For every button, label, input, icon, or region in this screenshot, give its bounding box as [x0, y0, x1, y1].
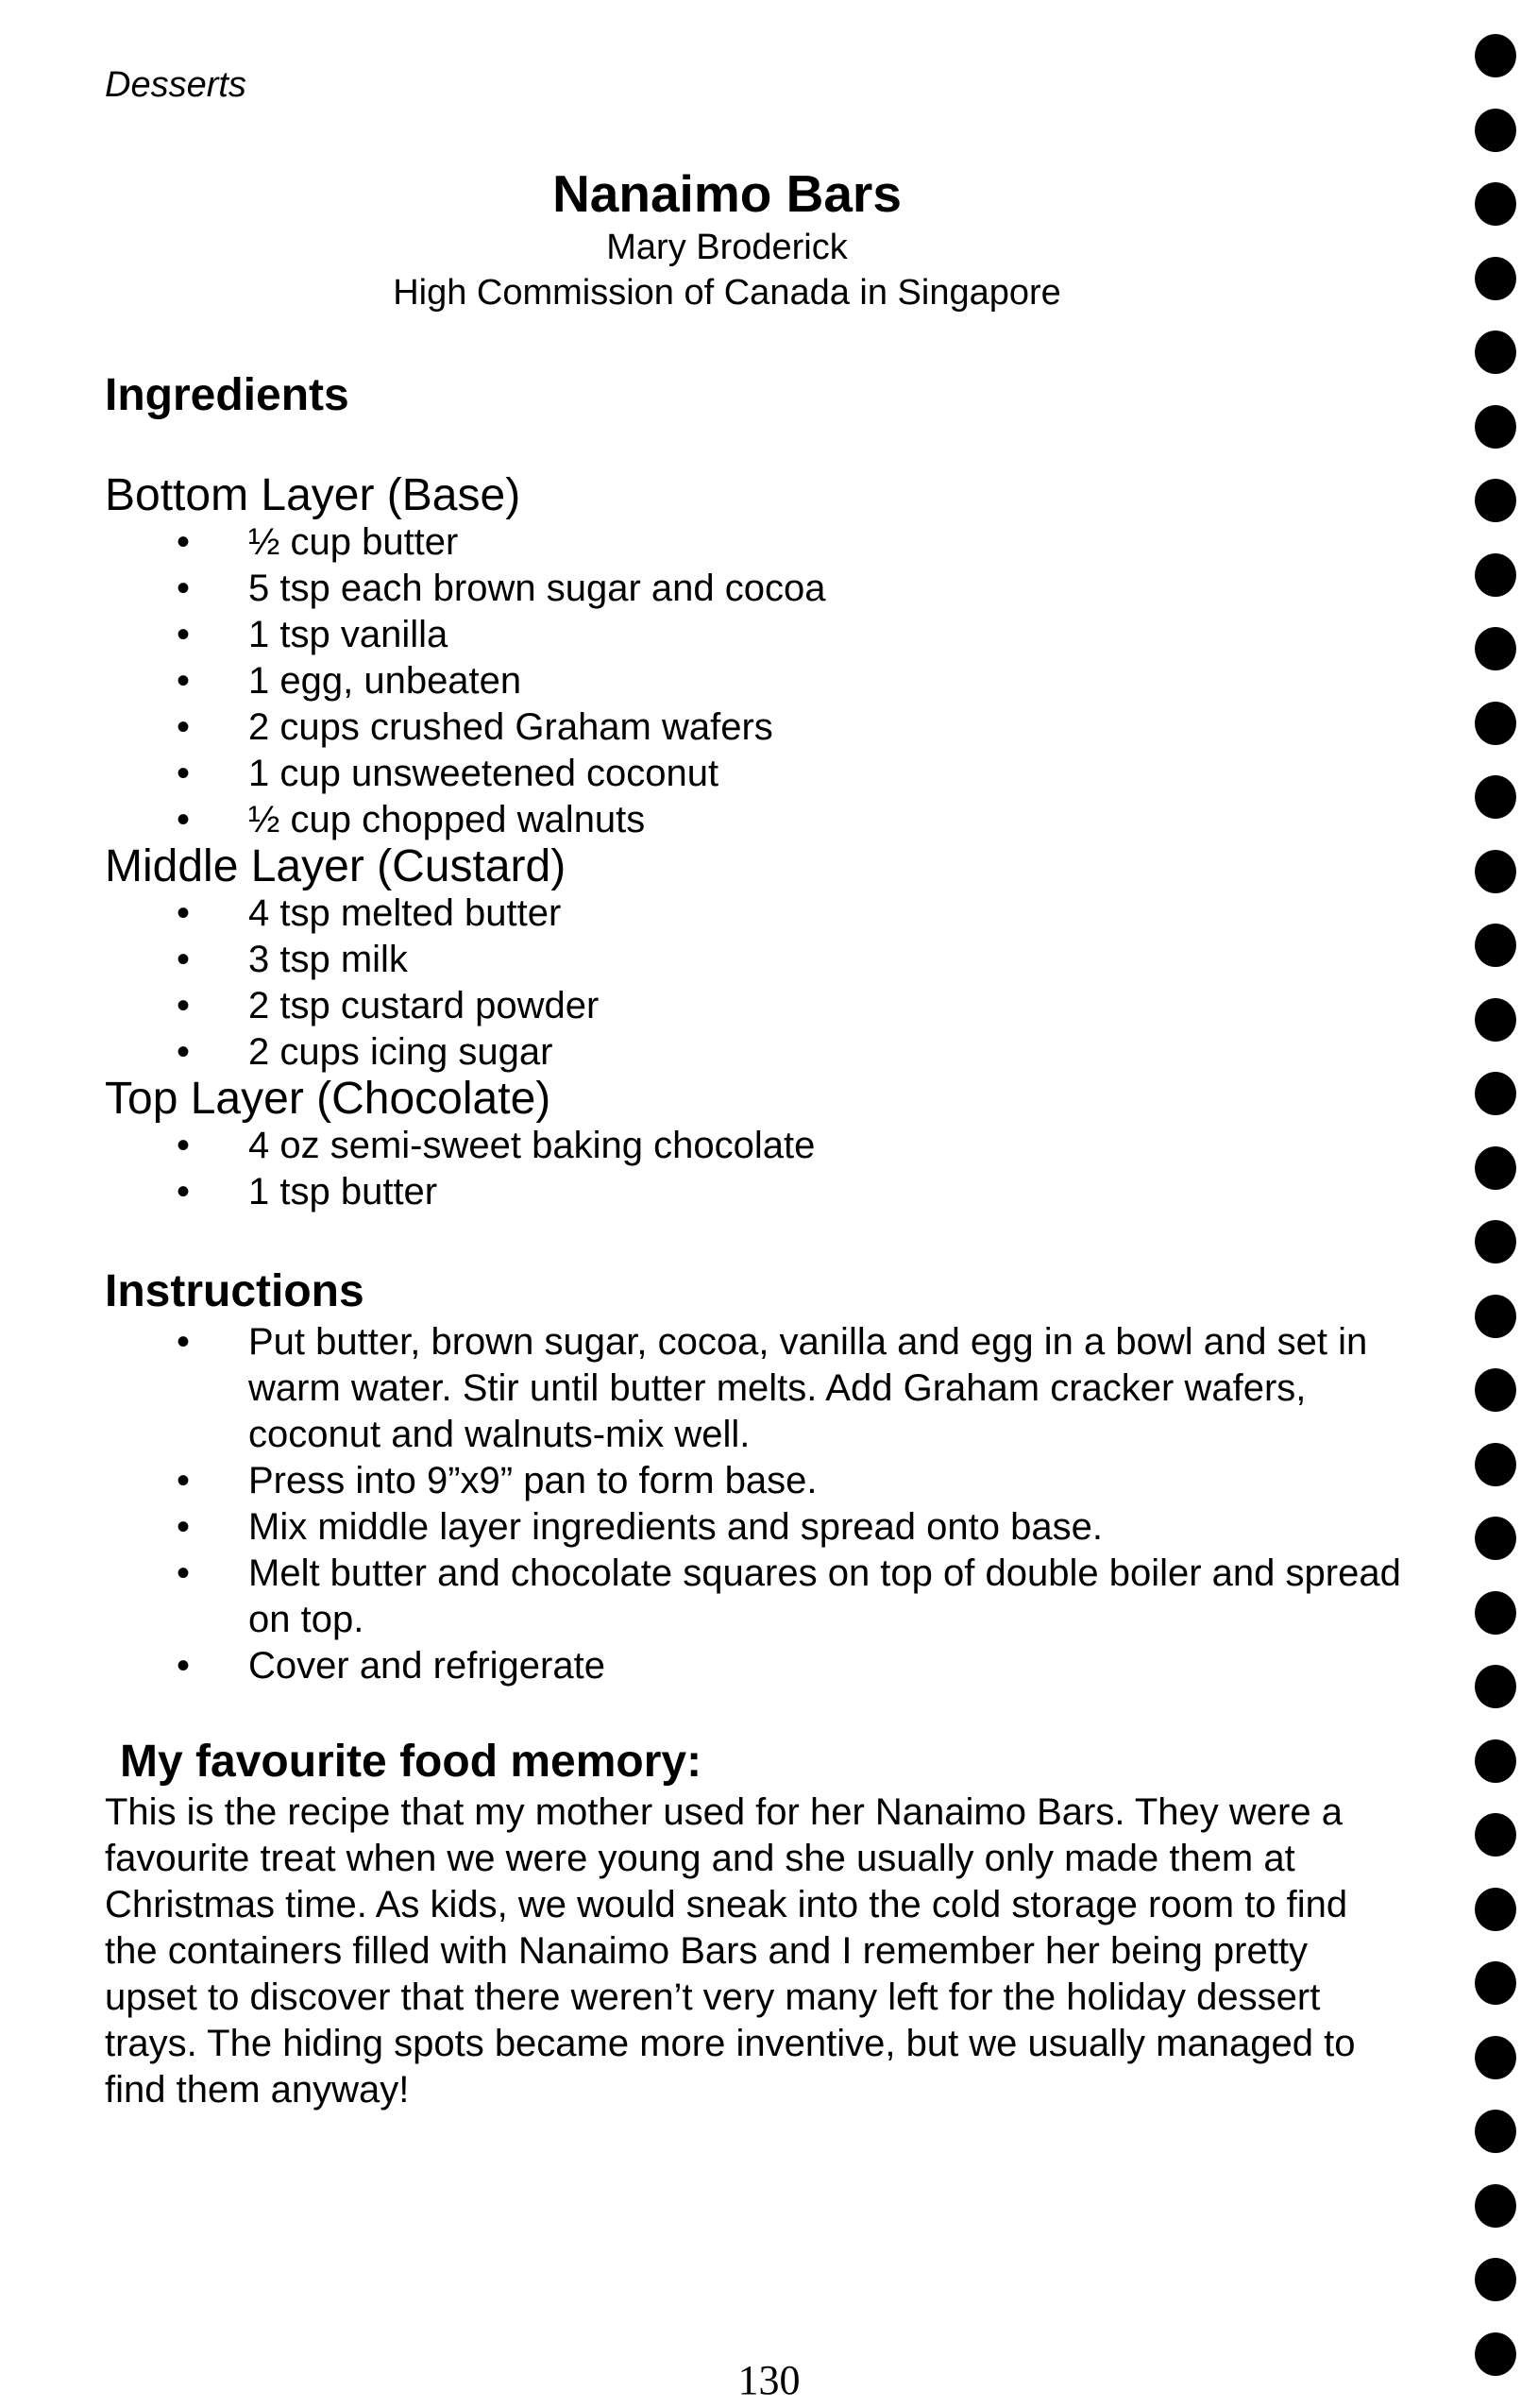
step-text: Melt butter and chocolate squares on top of double boiler and spread on top.	[248, 1552, 1401, 1640]
step-text: Press into 9”x9” pan to form base.	[248, 1460, 818, 1501]
list-item	[105, 1504, 1428, 1551]
binding-hole	[1475, 405, 1516, 449]
binding-hole	[1475, 2258, 1516, 2301]
list-item	[105, 612, 1427, 658]
binding-hole	[1475, 2110, 1516, 2153]
binding-hole	[1475, 182, 1516, 226]
recipe-organization: High Commission of Canada in Singapore	[393, 273, 1061, 313]
binding-hole	[1475, 1888, 1516, 1931]
spiral-binding	[1473, 34, 1520, 2404]
list-item	[105, 1551, 1428, 1643]
binding-hole	[1475, 1443, 1516, 1486]
bullet-icon: •	[177, 521, 191, 563]
ingredient-text: 5 tsp each brown sugar and cocoa	[248, 568, 826, 609]
bullet-icon: •	[177, 892, 191, 934]
list-item	[105, 937, 1427, 983]
binding-hole	[1475, 1591, 1516, 1635]
binding-hole	[1475, 1813, 1516, 1857]
bullet-icon: •	[177, 1645, 191, 1687]
bullet-icon: •	[177, 799, 191, 840]
list-item	[105, 658, 1427, 704]
binding-hole	[1475, 1295, 1516, 1338]
binding-hole	[1475, 553, 1516, 597]
ingredient-list	[105, 1123, 1427, 1215]
ingredient-layer-top	[105, 1076, 1427, 1215]
binding-hole	[1475, 924, 1516, 967]
ingredient-text: 1 egg, unbeaten	[248, 660, 522, 702]
layer-title: Middle Layer (Custard)	[105, 841, 566, 891]
list-item	[105, 1458, 1428, 1504]
binding-hole	[1475, 2332, 1516, 2376]
list-item	[105, 566, 1427, 612]
section-label: Desserts	[105, 65, 246, 105]
ingredient-text: 1 tsp butter	[248, 1171, 438, 1212]
binding-hole	[1475, 1961, 1516, 2005]
list-item	[105, 704, 1427, 751]
ingredient-text: 4 oz semi-sweet baking chocolate	[248, 1125, 816, 1166]
recipe-title: Nanaimo Bars	[552, 164, 902, 223]
ingredient-list	[105, 890, 1427, 1076]
memory-paragraph: This is the recipe that my mother used for her Nanaimo Bars. They were a favourite treat when we were young and she usually only made them at Christmas time. As kids, we would sneak into the cold storage room to find the containers filled with Nanaimo Bars and I remember her being pretty upset to discover that there weren’t very many left for the holiday dessert trays. The hiding spots became more inventive, but we usually managed to find them anyway!	[105, 1791, 1356, 2111]
ingredients-heading: Ingredients	[105, 370, 349, 420]
binding-hole	[1475, 1368, 1516, 1412]
list-item	[105, 519, 1427, 566]
binding-hole	[1475, 998, 1516, 1042]
instructions-list	[105, 1319, 1427, 1689]
bullet-icon: •	[177, 1031, 191, 1073]
ingredient-text: ½ cup chopped walnuts	[248, 799, 646, 840]
binding-hole	[1475, 1220, 1516, 1263]
memory-heading: My favourite food memory:	[120, 1737, 702, 1787]
step-text: Mix middle layer ingredients and spread onto base.	[248, 1506, 1103, 1548]
binding-hole	[1475, 2036, 1516, 2079]
recipe-author: Mary Broderick	[606, 228, 848, 267]
bullet-icon: •	[177, 1552, 191, 1594]
bullet-icon: •	[177, 1460, 191, 1501]
bullet-icon: •	[177, 939, 191, 980]
step-text: Put butter, brown sugar, cocoa, vanilla and egg in a bowl and set in warm water. Stir until butter melts. Add Graham cracker wafers, coconut and walnuts-mix well.	[248, 1321, 1368, 1455]
bullet-icon: •	[177, 568, 191, 609]
binding-hole	[1475, 1739, 1516, 1783]
bullet-icon: •	[177, 706, 191, 748]
ingredient-list	[105, 519, 1427, 843]
ingredient-text: 1 tsp vanilla	[248, 614, 448, 655]
ingredient-text: 2 tsp custard powder	[248, 985, 600, 1026]
binding-hole	[1475, 1517, 1516, 1560]
ingredient-text: 3 tsp milk	[248, 939, 408, 980]
binding-hole	[1475, 1146, 1516, 1190]
list-item	[105, 751, 1427, 797]
binding-hole	[1475, 702, 1516, 745]
binding-hole	[1475, 775, 1516, 819]
recipe-header	[302, 162, 1152, 315]
binding-hole	[1475, 627, 1516, 670]
list-item	[105, 1643, 1428, 1689]
ingredient-text: 1 cup unsweetened coconut	[248, 753, 719, 794]
page-number: 130	[737, 2357, 801, 2403]
bullet-icon: •	[177, 1321, 191, 1363]
recipe-body	[105, 368, 1427, 2113]
bullet-icon: •	[177, 614, 191, 655]
binding-hole	[1475, 257, 1516, 300]
list-item	[105, 1169, 1427, 1215]
ingredient-text: 2 cups icing sugar	[248, 1031, 553, 1073]
step-text: Cover and refrigerate	[248, 1645, 605, 1687]
binding-hole	[1475, 850, 1516, 893]
layer-title: Top Layer (Chocolate)	[105, 1074, 551, 1124]
list-item	[105, 1319, 1428, 1458]
ingredient-text: 2 cups crushed Graham wafers	[248, 706, 773, 748]
list-item	[105, 890, 1427, 937]
ingredient-layer-middle	[105, 843, 1427, 1076]
binding-hole	[1475, 34, 1516, 77]
list-item	[105, 797, 1427, 843]
binding-hole	[1475, 109, 1516, 152]
ingredient-text: ½ cup butter	[248, 521, 459, 563]
bullet-icon: •	[177, 1506, 191, 1548]
bullet-icon: •	[177, 660, 191, 702]
list-item	[105, 1029, 1427, 1076]
binding-hole	[1475, 1665, 1516, 1708]
ingredient-layer-bottom	[105, 472, 1427, 843]
bullet-icon: •	[177, 1125, 191, 1166]
binding-hole	[1475, 2184, 1516, 2228]
binding-hole	[1475, 1072, 1516, 1115]
bullet-icon: •	[177, 985, 191, 1026]
ingredient-text: 4 tsp melted butter	[248, 892, 562, 934]
bullet-icon: •	[177, 1171, 191, 1212]
layer-title: Bottom Layer (Base)	[105, 470, 521, 520]
list-item	[105, 983, 1427, 1029]
binding-hole	[1475, 331, 1516, 374]
bullet-icon: •	[177, 753, 191, 794]
list-item	[105, 1123, 1427, 1169]
binding-hole	[1475, 479, 1516, 522]
instructions-heading: Instructions	[105, 1266, 364, 1316]
